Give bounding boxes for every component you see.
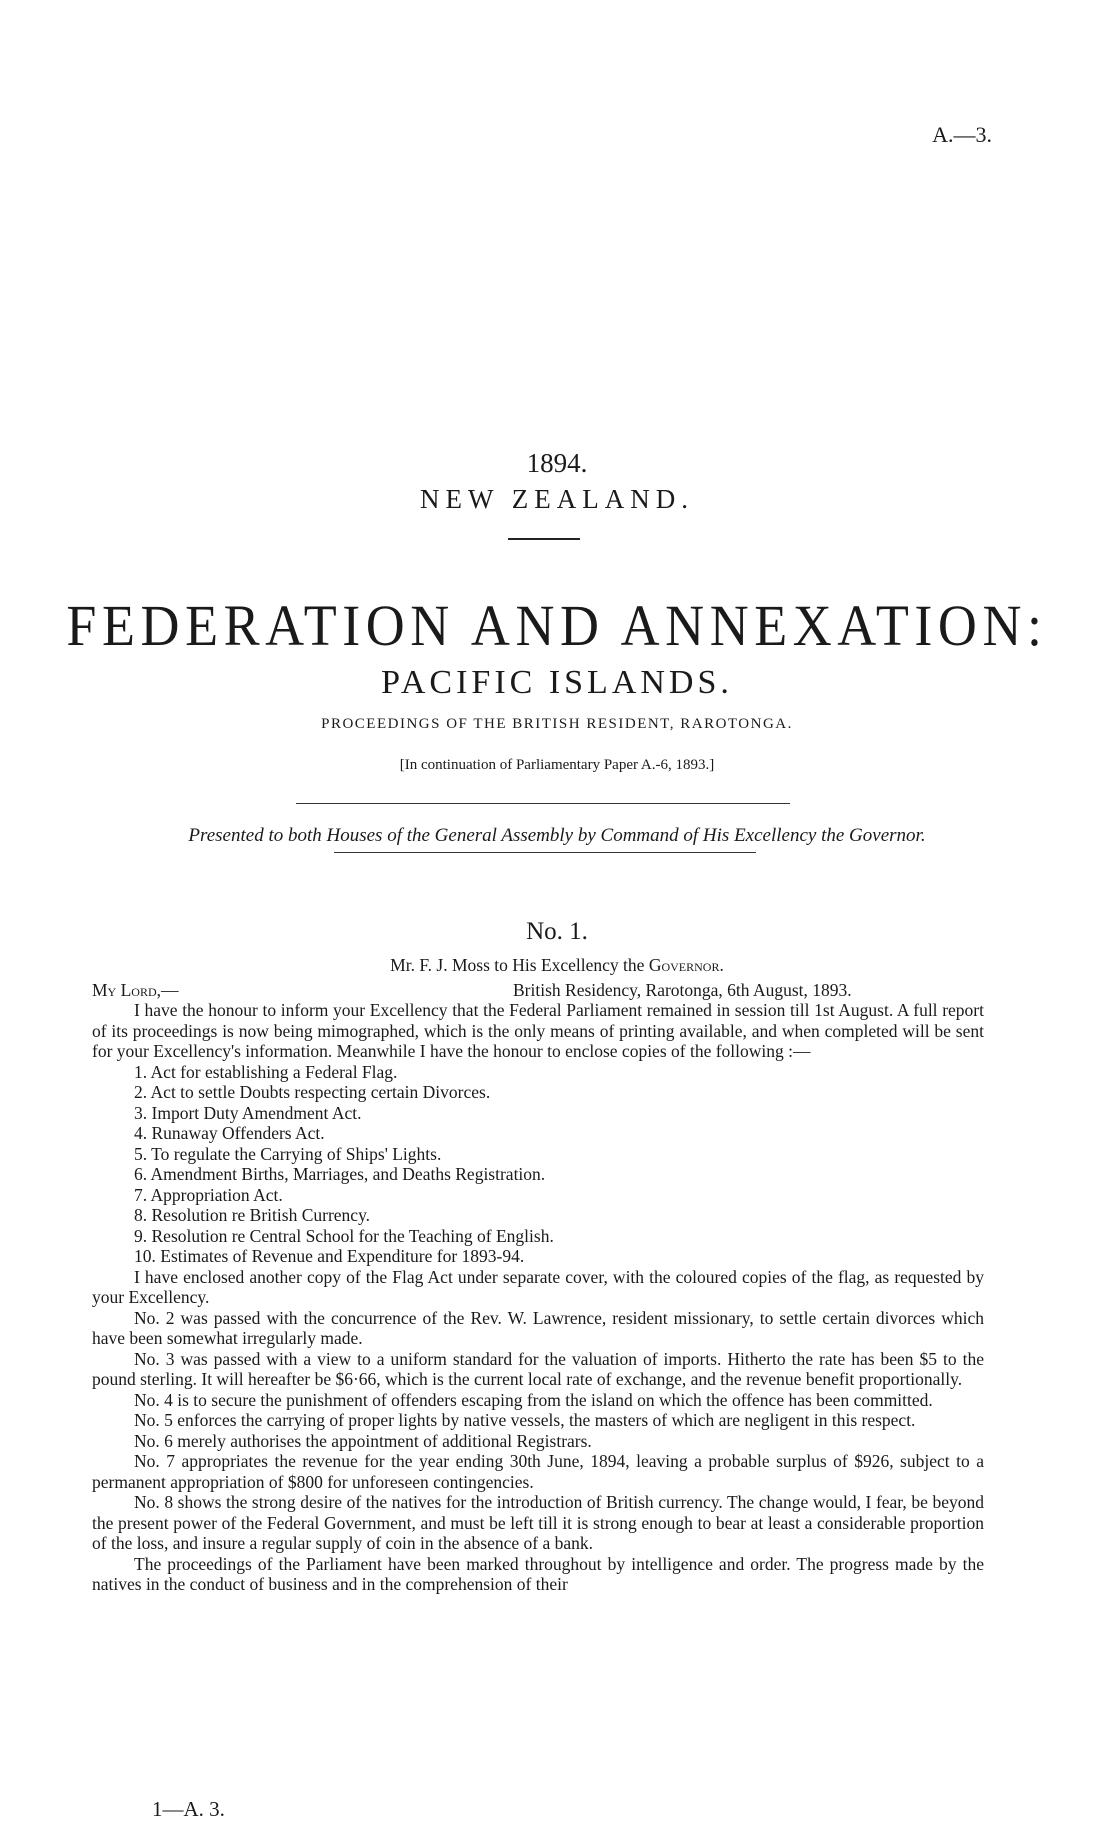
list-item: 6. Amendment Births, Marriages, and Deaths Registration. (134, 1164, 546, 1184)
list-item: 9. Resolution re Central School for the Teaching of English. (134, 1225, 554, 1246)
divider-rule (334, 852, 756, 853)
document-title: FEDERATION AND ANNEXATION: (66, 593, 1048, 658)
list-item: 5. To regulate the Carrying of Ships' Lights. (134, 1143, 442, 1164)
list-item: 2. Act to settle Doubts respecting certain Divorces. (134, 1082, 491, 1102)
divider-rule (508, 538, 580, 540)
proceedings-line: PROCEEDINGS OF THE BRITISH RESIDENT, RAROTONGA. (321, 716, 793, 732)
document-subtitle: PACIFIC ISLANDS. (381, 664, 733, 701)
list-item: 4. Runaway Offenders Act. (134, 1123, 325, 1143)
letter-heading-prefix: Mr. F. J. Moss to His Excellency the (390, 955, 645, 975)
letter-heading-title: Governor. (648, 955, 724, 975)
list-item: 3. Import Duty Amendment Act. (134, 1102, 362, 1123)
list-item: 1. Act for establishing a Federal Flag. (134, 1061, 398, 1082)
list-item: 10. Estimates of Revenue and Expenditure for 1893-94. (134, 1246, 525, 1266)
salutation: My Lord,— (92, 980, 179, 1000)
body-paragraph: No. 6 merely authorises the appointment of additional Registrars. (134, 1430, 592, 1451)
letter-address: British Residency, Rarotonga, 6th August, 1893. (513, 980, 852, 1000)
body-paragraph: No. 8 shows the strong desire of the natives for the introduction of British currency. The change would, I fear, be beyond the present power of the Federal Government, and must be left till it is strong enough to bear at least a considerable proportion of the loss, and insure a regular supply of coin in the absence of a bank. (92, 1492, 984, 1553)
body-paragraph: No. 5 enforces the carrying of proper lights by native vessels, the masters of which are negligent in this respect. (134, 1410, 916, 1430)
divider-rule (296, 803, 790, 804)
letter-heading (0, 955, 1114, 976)
body-paragraph: I have enclosed another copy of the Flag Act under separate cover, with the coloured copies of the flag, as requested by your Excellency. (92, 1266, 984, 1307)
presented-line: Presented to both Houses of the General Assembly by Command of His Excellency the Governor. (188, 825, 926, 846)
body-paragraph: No. 4 is to secure the punishment of offenders escaping from the island on which the offence has been committed. (134, 1389, 933, 1410)
enclosure-list (92, 1062, 984, 1267)
body-paragraph: No. 3 was passed with a view to a uniform standard for the valuation of imports. Hitherto the rate has been $5 to the pound sterling. It will hereafter be $6·66, which is the current local rate of exchange, and the revenue benefit proportionally. (92, 1348, 984, 1389)
letter-number: No. 1. (526, 918, 588, 945)
list-item: 7. Appropriation Act. (134, 1184, 283, 1205)
continuation-note: [In continuation of Parliamentary Paper A.-6, 1893.] (399, 757, 715, 773)
letter-body (92, 1000, 984, 1595)
intro-paragraph: I have the honour to inform your Excellency that the Federal Parliament remained in session till 1st August. A full report of its proceedings is now being mimographed, which is the only means of printing available, and when completed will be sent for your Excellency's information. Meanwhile I have the honour to enclose copies of the following :— (92, 1000, 984, 1061)
year-heading: 1894. (526, 448, 588, 478)
body-paragraph: No. 7 appropriates the revenue for the year ending 30th June, 1894, leaving a probable surplus of $926, subject to a permanent appropriation of $800 for unforeseen contingencies. (92, 1451, 984, 1492)
page-footer-reference: 1—A. 3. (152, 1797, 225, 1821)
country-heading: NEW ZEALAND. (420, 484, 694, 514)
list-item: 8. Resolution re British Currency. (134, 1205, 371, 1225)
body-paragraph: No. 2 was passed with the concurrence of the Rev. W. Lawrence, resident missionary, to settle certain divorces which have been somewhat irregularly made. (92, 1307, 984, 1348)
body-paragraph: The proceedings of the Parliament have been marked throughout by intelligence and order. The progress made by the natives in the conduct of business and in the comprehension of their (92, 1553, 984, 1594)
page-reference: A.—3. (932, 122, 992, 147)
